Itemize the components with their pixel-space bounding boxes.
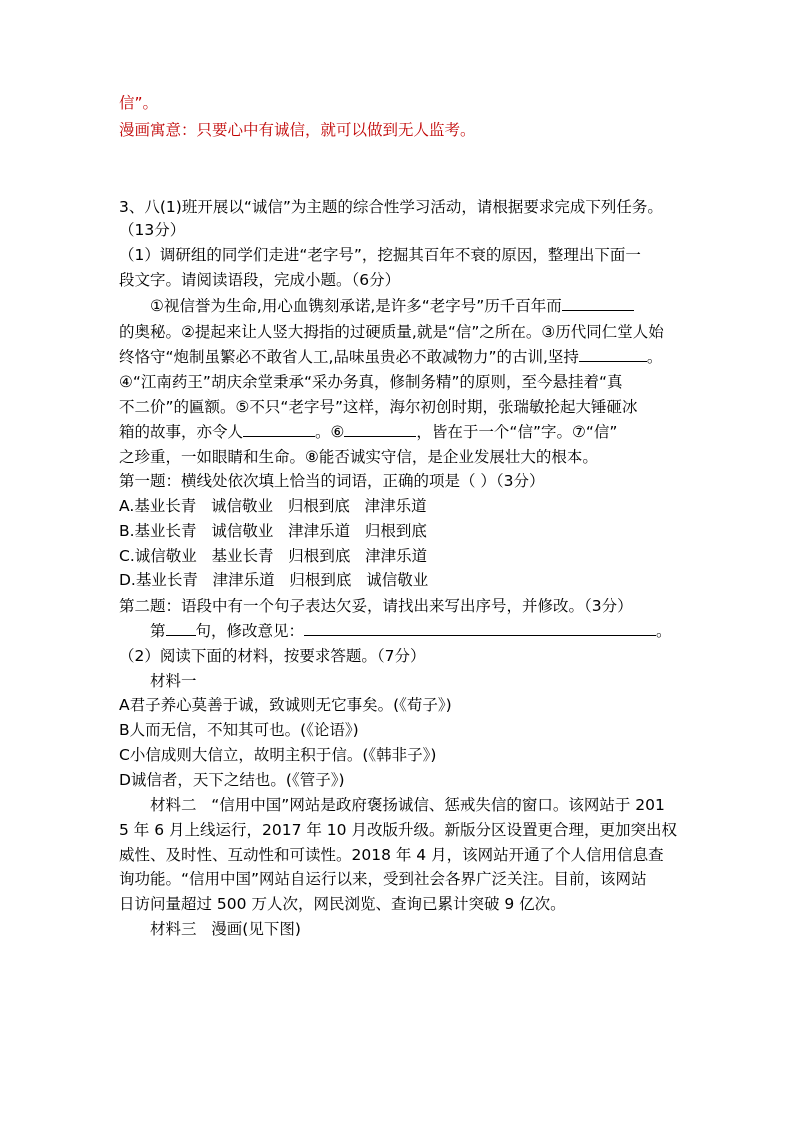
quote-b: B人而无信，不知其可也。(《论语》) [119,721,359,739]
sub-question-1: 第一题：横线处依次填上恰当的词语，正确的项是（ ）（3分） [119,472,545,490]
passage-text: ①视信誉为生命,用心血镌刻承诺,是许多“老字号”历千百年而 [150,297,562,315]
answer-continuation: 信”。 [119,94,159,112]
material-2-line: 询功能。“信用中国”网站自运行以来，受到社会各界广泛关注。目前，该网站 [119,870,647,888]
answer-end: 。 [656,622,672,640]
cartoon-meaning: 漫画寓意：只要心中有诚信，就可以做到无人监考。 [119,121,476,139]
passage-line: ④“江南药王”胡庆余堂秉承“采办务真，修制务精”的原则，至今悬挂着“真 [119,373,623,391]
passage-text: 。⑥ [315,423,345,441]
material-3-title: 材料三 漫画(见下图) [150,920,301,938]
passage-line: 之珍重，一如眼睛和生命。⑧能否诚实守信，是企业发展壮大的根本。 [119,448,598,466]
question-score: （13分） [119,221,186,239]
option-b[interactable]: B.基业长青 诚信敬业 津津乐道 归根到底 [119,522,427,540]
sentence-number-blank[interactable] [166,621,196,636]
passage-line [119,421,617,443]
quote-c: C小信成则大信立，故明主积于信。(《韩非子》) [119,746,437,764]
part2-intro: （2）阅读下面的材料，按要求答题。（7分） [119,647,426,665]
material-2-line: 威性、及时性、互动性和可读性。2018 年 4 月，该网站开通了个人信用信息查 [119,846,664,864]
fill-blank-1[interactable] [562,296,634,311]
option-d[interactable]: D.基业长青 津津乐道 归根到底 诚信敬业 [119,571,429,589]
question-heading: 3、八(1)班开展以“诚信”为主题的综合性学习活动，请根据要求完成下列任务。 [119,198,663,216]
answer-line [150,620,672,642]
answer-label: 第 [150,622,166,640]
revision-blank[interactable] [304,621,656,636]
passage-line [150,295,634,317]
passage-line [119,346,662,368]
part1-intro: （1）调研组的同学们走进“老字号”，挖掘其百年不衰的原因，整理出下面一 [119,246,641,264]
option-c[interactable]: C.诚信敬业 基业长青 归根到底 津津乐道 [119,547,428,565]
passage-text: 。 [646,348,663,366]
quote-d: D诚信者，天下之结也。(《管子》) [119,771,345,789]
passage-line: 的奥秘。②提起来让人竖大拇指的过硬质量,就是“信”之所在。③历代同仁堂人始 [119,323,664,341]
passage-text: ，皆在于一个“信”字。⑦“信” [416,423,618,441]
fill-blank-4[interactable] [344,422,416,437]
quote-a: A君子养心莫善于诚，致诚则无它事矣。(《荀子》) [119,696,452,714]
answer-label: 句，修改意见： [195,622,305,640]
part1-intro-cont: 段文字。请阅读语段，完成小题。（6分） [119,271,401,289]
material-1-title: 材料一 [150,672,197,690]
fill-blank-3[interactable] [243,422,315,437]
material-2-line: 材料二 “信用中国”网站是政府褒扬诚信、惩戒失信的窗口。该网站于 201 [150,796,665,814]
passage-text: 终恪守“炮制虽繁必不敢省人工,品味虽贵必不敢减物力”的古训,坚持 [119,348,579,366]
option-a[interactable]: A.基业长青 诚信敬业 归根到底 津津乐道 [119,497,427,515]
passage-text: 箱的故事，亦令人 [119,423,244,441]
sub-question-2: 第二题：语段中有一个句子表达欠妥，请找出来写出序号，并修改。（3分） [119,597,633,615]
fill-blank-2[interactable] [579,347,647,362]
material-2-line: 日访问量超过 500 万人次，网民浏览、查询已累计突破 9 亿次。 [119,895,566,913]
material-2-line: 5 年 6 月上线运行，2017 年 10 月改版升级。新版分区设置更合理，更加突出权 [119,821,677,839]
passage-line: 不二价”的匾额。⑤不只“老字号”这样，海尔初创时期，张瑞敏抡起大锤砸冰 [119,398,638,416]
